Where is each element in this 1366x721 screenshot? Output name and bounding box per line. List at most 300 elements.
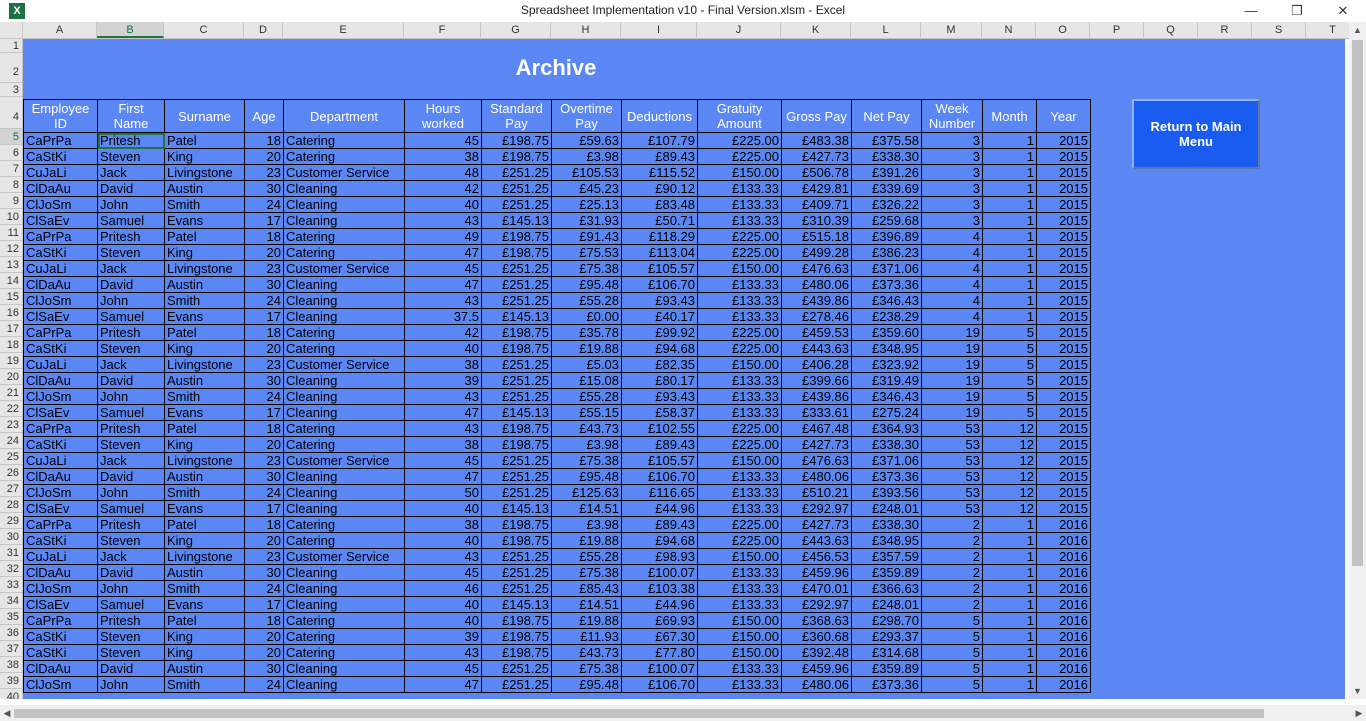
table-cell[interactable]: King xyxy=(165,533,245,549)
row-header[interactable]: 32 xyxy=(0,561,22,577)
table-cell[interactable]: £90.12 xyxy=(622,181,698,197)
table-cell[interactable]: 38 xyxy=(405,149,482,165)
table-cell[interactable]: £427.73 xyxy=(782,517,852,533)
table-cell[interactable]: John xyxy=(98,677,165,693)
table-cell[interactable]: £251.25 xyxy=(482,453,552,469)
table-cell[interactable]: CaPrPa xyxy=(24,133,98,149)
table-cell[interactable]: 18 xyxy=(245,133,284,149)
table-cell[interactable]: 20 xyxy=(245,629,284,645)
table-cell[interactable]: 2015 xyxy=(1037,261,1091,277)
table-cell[interactable]: 2016 xyxy=(1037,597,1091,613)
column-header[interactable]: M xyxy=(921,22,982,38)
table-cell[interactable]: 2 xyxy=(922,597,983,613)
table-cell[interactable]: £198.75 xyxy=(482,533,552,549)
table-cell[interactable]: £150.00 xyxy=(698,645,782,661)
table-cell[interactable]: Samuel xyxy=(98,405,165,421)
restore-icon[interactable]: ❐ xyxy=(1291,3,1303,18)
table-cell[interactable]: £3.98 xyxy=(552,517,622,533)
table-cell[interactable]: 23 xyxy=(245,549,284,565)
table-cell[interactable]: Catering xyxy=(284,421,405,437)
table-cell[interactable]: John xyxy=(98,197,165,213)
table-cell[interactable]: £251.25 xyxy=(482,261,552,277)
column-header[interactable]: S xyxy=(1252,22,1306,38)
table-cell[interactable]: £133.33 xyxy=(698,661,782,677)
row-header[interactable]: 24 xyxy=(0,433,22,449)
table-cell[interactable]: 1 xyxy=(983,277,1037,293)
table-cell[interactable]: Jack xyxy=(98,549,165,565)
table-cell[interactable]: 19 xyxy=(922,325,983,341)
table-cell[interactable]: £476.63 xyxy=(782,261,852,277)
table-cell[interactable]: 38 xyxy=(405,517,482,533)
table-cell[interactable]: 3 xyxy=(922,165,983,181)
table-cell[interactable]: Smith xyxy=(165,485,245,501)
row-header[interactable]: 10 xyxy=(0,209,22,225)
table-cell[interactable]: 4 xyxy=(922,229,983,245)
table-cell[interactable]: 2015 xyxy=(1037,149,1091,165)
table-cell[interactable]: £326.22 xyxy=(852,197,922,213)
table-cell[interactable]: £89.43 xyxy=(622,149,698,165)
row-header[interactable]: 2 xyxy=(0,53,22,83)
table-cell[interactable]: Steven xyxy=(98,341,165,357)
table-cell[interactable]: Catering xyxy=(284,517,405,533)
table-cell[interactable]: 24 xyxy=(245,677,284,693)
table-cell[interactable]: £11.93 xyxy=(552,629,622,645)
table-cell[interactable]: CaStKi xyxy=(24,437,98,453)
table-cell[interactable]: Samuel xyxy=(98,213,165,229)
table-cell[interactable]: David xyxy=(98,181,165,197)
table-cell[interactable]: £251.25 xyxy=(482,469,552,485)
table-cell[interactable]: 1 xyxy=(983,245,1037,261)
row-header[interactable]: 9 xyxy=(0,193,22,209)
column-header[interactable]: R xyxy=(1198,22,1252,38)
table-cell[interactable]: Austin xyxy=(165,469,245,485)
table-cell[interactable]: 4 xyxy=(922,261,983,277)
table-cell[interactable]: CaPrPa xyxy=(24,421,98,437)
table-cell[interactable]: Livingstone xyxy=(165,357,245,373)
table-cell[interactable]: Steven xyxy=(98,245,165,261)
table-cell[interactable]: Livingstone xyxy=(165,549,245,565)
table-cell[interactable]: 4 xyxy=(922,309,983,325)
table-cell[interactable]: Samuel xyxy=(98,501,165,517)
row-header[interactable]: 16 xyxy=(0,305,22,321)
table-cell[interactable]: £40.17 xyxy=(622,309,698,325)
table-cell[interactable]: 2 xyxy=(922,565,983,581)
table-cell[interactable]: £198.75 xyxy=(482,325,552,341)
table-cell[interactable]: Cleaning xyxy=(284,293,405,309)
table-cell[interactable]: 1 xyxy=(983,165,1037,181)
table-cell[interactable]: John xyxy=(98,293,165,309)
table-cell[interactable]: Evans xyxy=(165,597,245,613)
table-cell[interactable]: 47 xyxy=(405,677,482,693)
table-cell[interactable]: £386.23 xyxy=(852,245,922,261)
table-cell[interactable]: Customer Service xyxy=(284,549,405,565)
row-header[interactable]: 15 xyxy=(0,289,22,305)
table-cell[interactable]: 43 xyxy=(405,293,482,309)
table-cell[interactable]: £392.48 xyxy=(782,645,852,661)
table-cell[interactable]: £293.37 xyxy=(852,629,922,645)
table-cell[interactable]: 53 xyxy=(922,501,983,517)
table-cell[interactable]: £55.28 xyxy=(552,389,622,405)
table-cell[interactable]: £95.48 xyxy=(552,277,622,293)
column-header[interactable]: T xyxy=(1306,22,1360,38)
table-cell[interactable]: £145.13 xyxy=(482,213,552,229)
table-cell[interactable]: £106.70 xyxy=(622,677,698,693)
table-cell[interactable]: 17 xyxy=(245,597,284,613)
table-cell[interactable]: £113.04 xyxy=(622,245,698,261)
table-cell[interactable]: 4 xyxy=(922,277,983,293)
table-cell[interactable]: £75.38 xyxy=(552,453,622,469)
table-cell[interactable]: 39 xyxy=(405,373,482,389)
table-cell[interactable]: David xyxy=(98,565,165,581)
table-cell[interactable]: £225.00 xyxy=(698,245,782,261)
table-cell[interactable]: 5 xyxy=(922,645,983,661)
table-cell[interactable]: 47 xyxy=(405,405,482,421)
table-cell[interactable]: £107.79 xyxy=(622,133,698,149)
table-cell[interactable]: £25.13 xyxy=(552,197,622,213)
table-cell[interactable]: £292.97 xyxy=(782,501,852,517)
table-cell[interactable]: ClDaAu xyxy=(24,661,98,677)
table-cell[interactable]: Smith xyxy=(165,293,245,309)
table-cell[interactable]: Cleaning xyxy=(284,197,405,213)
table-cell[interactable]: Cleaning xyxy=(284,581,405,597)
table-cell[interactable]: £427.73 xyxy=(782,437,852,453)
table-cell[interactable]: 12 xyxy=(983,485,1037,501)
table-cell[interactable]: 20 xyxy=(245,245,284,261)
row-header[interactable]: 18 xyxy=(0,337,22,353)
table-cell[interactable]: £375.58 xyxy=(852,133,922,149)
table-cell[interactable]: £225.00 xyxy=(698,517,782,533)
table-cell[interactable]: £323.92 xyxy=(852,357,922,373)
table-cell[interactable]: 1 xyxy=(983,677,1037,693)
table-cell[interactable]: £115.52 xyxy=(622,165,698,181)
table-cell[interactable]: King xyxy=(165,245,245,261)
table-cell[interactable]: £251.25 xyxy=(482,485,552,501)
close-icon[interactable]: ✕ xyxy=(1337,3,1349,18)
table-cell[interactable]: CuJaLi xyxy=(24,261,98,277)
table-cell[interactable]: King xyxy=(165,149,245,165)
table-cell[interactable]: £75.38 xyxy=(552,261,622,277)
table-cell[interactable]: £150.00 xyxy=(698,453,782,469)
table-cell[interactable]: £145.13 xyxy=(482,405,552,421)
table-cell[interactable]: 2015 xyxy=(1037,405,1091,421)
table-cell[interactable]: £75.38 xyxy=(552,565,622,581)
table-cell[interactable]: £93.43 xyxy=(622,293,698,309)
column-header[interactable]: C xyxy=(164,22,244,38)
table-cell[interactable]: £225.00 xyxy=(698,341,782,357)
table-cell[interactable]: Jack xyxy=(98,165,165,181)
table-cell[interactable]: £150.00 xyxy=(698,549,782,565)
table-cell[interactable]: 43 xyxy=(405,389,482,405)
table-cell[interactable]: £459.96 xyxy=(782,661,852,677)
table-cell[interactable]: Customer Service xyxy=(284,261,405,277)
table-cell[interactable]: Patel xyxy=(165,421,245,437)
table-cell[interactable]: £75.53 xyxy=(552,245,622,261)
row-header[interactable]: 23 xyxy=(0,417,22,433)
table-cell[interactable]: 5 xyxy=(983,389,1037,405)
table-cell[interactable]: 2015 xyxy=(1037,197,1091,213)
table-cell[interactable]: £95.48 xyxy=(552,469,622,485)
table-cell[interactable]: Customer Service xyxy=(284,453,405,469)
table-cell[interactable]: £439.86 xyxy=(782,293,852,309)
table-cell[interactable]: Catering xyxy=(284,341,405,357)
table-cell[interactable]: Cleaning xyxy=(284,677,405,693)
table-cell[interactable]: 20 xyxy=(245,149,284,165)
table-cell[interactable]: CaStKi xyxy=(24,533,98,549)
column-header[interactable]: N xyxy=(982,22,1036,38)
row-header[interactable]: 22 xyxy=(0,401,22,417)
table-cell[interactable]: 3 xyxy=(922,197,983,213)
table-cell[interactable]: 30 xyxy=(245,661,284,677)
table-cell[interactable]: Austin xyxy=(165,181,245,197)
table-cell[interactable]: £251.25 xyxy=(482,565,552,581)
table-cell[interactable]: 1 xyxy=(983,533,1037,549)
row-header[interactable]: 17 xyxy=(0,321,22,337)
table-cell[interactable]: Catering xyxy=(284,133,405,149)
table-cell[interactable]: 5 xyxy=(922,677,983,693)
table-cell[interactable]: £100.07 xyxy=(622,661,698,677)
table-cell[interactable]: £292.97 xyxy=(782,597,852,613)
table-cell[interactable]: 2015 xyxy=(1037,373,1091,389)
table-cell[interactable]: 20 xyxy=(245,533,284,549)
table-cell[interactable]: £480.06 xyxy=(782,469,852,485)
minimize-icon[interactable]: — xyxy=(1244,3,1258,18)
table-cell[interactable]: Jack xyxy=(98,261,165,277)
table-cell[interactable]: Smith xyxy=(165,677,245,693)
table-cell[interactable]: 17 xyxy=(245,309,284,325)
table-cell[interactable]: 5 xyxy=(983,357,1037,373)
table-cell[interactable]: £133.33 xyxy=(698,501,782,517)
table-cell[interactable]: £373.36 xyxy=(852,277,922,293)
table-cell[interactable]: Cleaning xyxy=(284,661,405,677)
table-cell[interactable]: Austin xyxy=(165,661,245,677)
row-header[interactable]: 19 xyxy=(0,353,22,369)
table-cell[interactable]: £145.13 xyxy=(482,597,552,613)
table-cell[interactable]: 1 xyxy=(983,549,1037,565)
table-cell[interactable]: 2015 xyxy=(1037,213,1091,229)
table-cell[interactable]: 42 xyxy=(405,325,482,341)
table-cell[interactable]: CuJaLi xyxy=(24,453,98,469)
table-cell[interactable]: £44.96 xyxy=(622,501,698,517)
table-cell[interactable]: 1 xyxy=(983,565,1037,581)
table-cell[interactable]: 2015 xyxy=(1037,341,1091,357)
table-cell[interactable]: Customer Service xyxy=(284,165,405,181)
table-cell[interactable]: £371.06 xyxy=(852,261,922,277)
table-cell[interactable]: ClJoSm xyxy=(24,293,98,309)
table-cell[interactable]: £198.75 xyxy=(482,613,552,629)
horizontal-scroll-thumb[interactable] xyxy=(14,709,1264,718)
table-cell[interactable]: 24 xyxy=(245,389,284,405)
table-cell[interactable]: 42 xyxy=(405,181,482,197)
table-cell[interactable]: £55.28 xyxy=(552,549,622,565)
table-cell[interactable]: 18 xyxy=(245,421,284,437)
table-cell[interactable]: 12 xyxy=(983,453,1037,469)
table-cell[interactable]: £225.00 xyxy=(698,229,782,245)
table-cell[interactable]: 53 xyxy=(922,421,983,437)
table-cell[interactable]: 3 xyxy=(922,181,983,197)
table-cell[interactable]: ClDaAu xyxy=(24,277,98,293)
table-cell[interactable]: £19.88 xyxy=(552,613,622,629)
table-cell[interactable]: £251.25 xyxy=(482,581,552,597)
table-cell[interactable]: CaStKi xyxy=(24,149,98,165)
table-cell[interactable]: ClSaEv xyxy=(24,501,98,517)
table-cell[interactable]: John xyxy=(98,485,165,501)
table-cell[interactable]: 40 xyxy=(405,533,482,549)
table-cell[interactable]: Customer Service xyxy=(284,357,405,373)
table-cell[interactable]: £43.73 xyxy=(552,421,622,437)
column-header[interactable]: L xyxy=(851,22,921,38)
scroll-up-icon[interactable]: ▲ xyxy=(1353,25,1362,35)
table-cell[interactable]: £150.00 xyxy=(698,165,782,181)
table-cell[interactable]: £338.30 xyxy=(852,149,922,165)
table-cell[interactable]: 2 xyxy=(922,581,983,597)
table-cell[interactable]: £359.89 xyxy=(852,565,922,581)
table-cell[interactable]: £75.38 xyxy=(552,661,622,677)
table-cell[interactable]: King xyxy=(165,645,245,661)
table-cell[interactable]: Catering xyxy=(284,437,405,453)
table-cell[interactable]: Livingstone xyxy=(165,261,245,277)
table-cell[interactable]: Cleaning xyxy=(284,501,405,517)
table-cell[interactable]: £198.75 xyxy=(482,517,552,533)
table-cell[interactable]: 5 xyxy=(983,341,1037,357)
table-cell[interactable]: £198.75 xyxy=(482,437,552,453)
table-cell[interactable]: £225.00 xyxy=(698,421,782,437)
table-cell[interactable]: £145.13 xyxy=(482,309,552,325)
row-header[interactable]: 3 xyxy=(0,83,22,97)
table-cell[interactable]: 2016 xyxy=(1037,565,1091,581)
table-cell[interactable]: £102.55 xyxy=(622,421,698,437)
table-cell[interactable]: 53 xyxy=(922,453,983,469)
table-cell[interactable]: £59.63 xyxy=(552,133,622,149)
table-cell[interactable]: 45 xyxy=(405,565,482,581)
table-cell[interactable]: CuJaLi xyxy=(24,549,98,565)
table-cell[interactable]: Steven xyxy=(98,437,165,453)
table-cell[interactable]: 4 xyxy=(922,245,983,261)
table-cell[interactable]: £133.33 xyxy=(698,181,782,197)
table-cell[interactable]: £373.36 xyxy=(852,677,922,693)
table-cell[interactable]: John xyxy=(98,389,165,405)
table-cell[interactable]: £198.75 xyxy=(482,341,552,357)
table-cell[interactable]: 1 xyxy=(983,309,1037,325)
table-cell[interactable]: 40 xyxy=(405,341,482,357)
table-cell[interactable]: £251.25 xyxy=(482,357,552,373)
table-cell[interactable]: Pritesh xyxy=(98,325,165,341)
table-cell[interactable]: Catering xyxy=(284,613,405,629)
row-header[interactable]: 12 xyxy=(0,241,22,257)
table-cell[interactable]: 20 xyxy=(245,645,284,661)
table-cell[interactable]: £225.00 xyxy=(698,133,782,149)
table-cell[interactable]: Patel xyxy=(165,325,245,341)
table-cell[interactable]: £459.53 xyxy=(782,325,852,341)
table-cell[interactable]: £14.51 xyxy=(552,597,622,613)
row-header[interactable]: 34 xyxy=(0,593,22,609)
table-cell[interactable]: 2015 xyxy=(1037,309,1091,325)
table-cell[interactable]: £55.15 xyxy=(552,405,622,421)
table-cell[interactable]: 2016 xyxy=(1037,517,1091,533)
column-header[interactable]: J xyxy=(697,22,781,38)
table-cell[interactable]: £251.25 xyxy=(482,661,552,677)
table-cell[interactable]: £91.43 xyxy=(552,229,622,245)
table-cell[interactable]: £198.75 xyxy=(482,245,552,261)
table-cell[interactable]: 2015 xyxy=(1037,165,1091,181)
table-cell[interactable]: Austin xyxy=(165,277,245,293)
table-cell[interactable]: Samuel xyxy=(98,597,165,613)
table-cell[interactable]: 24 xyxy=(245,197,284,213)
vertical-scrollbar[interactable] xyxy=(1349,22,1366,699)
table-cell[interactable]: £198.75 xyxy=(482,629,552,645)
table-cell[interactable]: Patel xyxy=(165,613,245,629)
table-cell[interactable]: £338.30 xyxy=(852,517,922,533)
table-cell[interactable]: £251.25 xyxy=(482,389,552,405)
table-cell[interactable]: 2 xyxy=(922,533,983,549)
table-cell[interactable]: Cleaning xyxy=(284,389,405,405)
table-cell[interactable]: £259.68 xyxy=(852,213,922,229)
table-cell[interactable]: £198.75 xyxy=(482,645,552,661)
table-cell[interactable]: 2015 xyxy=(1037,245,1091,261)
table-cell[interactable]: Evans xyxy=(165,501,245,517)
table-cell[interactable]: £366.63 xyxy=(852,581,922,597)
table-cell[interactable]: 37.5 xyxy=(405,309,482,325)
table-cell[interactable]: £95.48 xyxy=(552,677,622,693)
table-cell[interactable]: ClJoSm xyxy=(24,197,98,213)
table-cell[interactable]: 47 xyxy=(405,277,482,293)
table-cell[interactable]: Cleaning xyxy=(284,597,405,613)
table-cell[interactable]: £3.98 xyxy=(552,149,622,165)
scroll-down-icon[interactable]: ▼ xyxy=(1353,686,1362,696)
table-cell[interactable]: 2016 xyxy=(1037,645,1091,661)
table-cell[interactable]: 17 xyxy=(245,213,284,229)
table-cell[interactable]: £225.00 xyxy=(698,533,782,549)
table-cell[interactable]: 43 xyxy=(405,213,482,229)
row-header[interactable]: 39 xyxy=(0,673,22,689)
table-cell[interactable]: £359.89 xyxy=(852,661,922,677)
table-cell[interactable]: £480.06 xyxy=(782,677,852,693)
table-cell[interactable]: Jack xyxy=(98,453,165,469)
column-header[interactable]: I xyxy=(621,22,697,38)
table-cell[interactable]: 18 xyxy=(245,229,284,245)
table-cell[interactable]: £43.73 xyxy=(552,645,622,661)
table-cell[interactable]: Evans xyxy=(165,309,245,325)
table-cell[interactable]: 2015 xyxy=(1037,453,1091,469)
table-cell[interactable]: £456.53 xyxy=(782,549,852,565)
table-cell[interactable]: £251.25 xyxy=(482,277,552,293)
table-cell[interactable]: 2016 xyxy=(1037,677,1091,693)
table-cell[interactable]: £314.68 xyxy=(852,645,922,661)
table-cell[interactable]: £198.75 xyxy=(482,229,552,245)
table-cell[interactable]: £339.69 xyxy=(852,181,922,197)
table-cell[interactable]: 45 xyxy=(405,661,482,677)
table-cell[interactable]: £100.07 xyxy=(622,565,698,581)
table-cell[interactable]: 20 xyxy=(245,437,284,453)
table-cell[interactable]: CuJaLi xyxy=(24,165,98,181)
table-cell[interactable]: £406.28 xyxy=(782,357,852,373)
table-cell[interactable]: 2015 xyxy=(1037,421,1091,437)
table-cell[interactable]: £310.39 xyxy=(782,213,852,229)
vertical-scroll-thumb[interactable] xyxy=(1352,40,1363,566)
table-cell[interactable]: CaStKi xyxy=(24,629,98,645)
row-header[interactable]: 4 xyxy=(0,97,22,129)
table-cell[interactable]: 30 xyxy=(245,373,284,389)
row-header[interactable]: 37 xyxy=(0,641,22,657)
row-header[interactable]: 7 xyxy=(0,161,22,177)
table-cell[interactable]: Cleaning xyxy=(284,405,405,421)
table-cell[interactable]: 2016 xyxy=(1037,533,1091,549)
table-cell[interactable]: £443.63 xyxy=(782,533,852,549)
return-to-main-menu-button[interactable]: Return to Main Menu xyxy=(1132,99,1260,169)
table-cell[interactable]: £225.00 xyxy=(698,325,782,341)
table-cell[interactable]: £105.57 xyxy=(622,453,698,469)
table-cell[interactable]: £298.70 xyxy=(852,613,922,629)
table-cell[interactable]: 17 xyxy=(245,405,284,421)
